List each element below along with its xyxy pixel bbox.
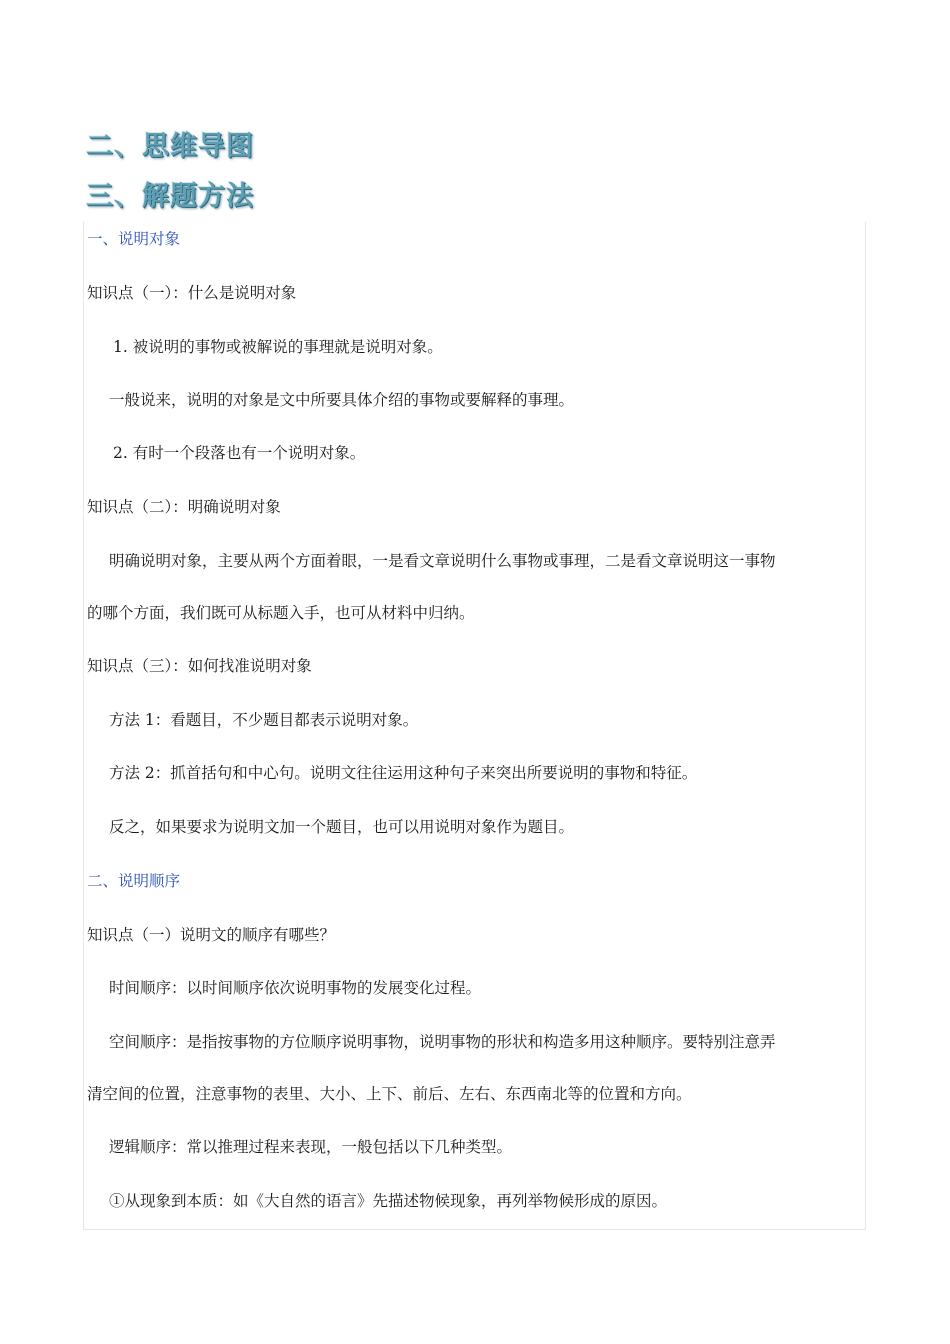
knowledge-point: 知识点（三）：如何找准说明对象 xyxy=(87,657,312,675)
paragraph: 反之，如果要求为说明文加一个题目，也可以用说明对象作为题目。 xyxy=(109,818,575,836)
paragraph: 时间顺序：以时间顺序依次说明事物的发展变化过程。 xyxy=(109,979,482,997)
paragraph: ①从现象到本质：如《大自然的语言》先描述物候现象，再列举物候形成的原因。 xyxy=(109,1192,668,1210)
heading-mind-map: 二、思维导图 xyxy=(86,131,254,162)
paragraph: 空间顺序：是指按事物的方位顺序说明事物，说明事物的形状和构造多用这种顺序。要特别注意弄 xyxy=(109,1033,776,1051)
knowledge-point: 知识点（一）：什么是说明对象 xyxy=(87,284,297,302)
paragraph: 的哪个方面，我们既可从标题入手，也可从材料中归纳。 xyxy=(87,604,475,622)
paragraph: 明确说明对象，主要从两个方面着眼，一是看文章说明什么事物或事理，二是看文章说明这一事物 xyxy=(109,552,776,570)
section-title: 二、说明顺序 xyxy=(87,872,181,890)
section-title: 一、说明对象 xyxy=(87,230,181,248)
knowledge-point: 知识点（一）说明文的顺序有哪些？ xyxy=(87,926,336,944)
heading-methods: 三、解题方法 xyxy=(86,181,254,212)
paragraph: 方法 2：抓首括句和中心句。说明文往往运用这种句子来突出所要说明的事物和特征。 xyxy=(109,764,698,782)
paragraph: 逻辑顺序：常以推理过程来表现，一般包括以下几种类型。 xyxy=(109,1138,513,1156)
knowledge-point: 知识点（二）：明确说明对象 xyxy=(87,498,281,516)
paragraph: 清空间的位置，注意事物的表里、大小、上下、前后、左右、东西南北等的位置和方向。 xyxy=(87,1085,692,1103)
paragraph: 方法 1：看题目，不少题目都表示说明对象。 xyxy=(109,711,419,729)
paragraph: 一般说来，说明的对象是文中所要具体介绍的事物或要解释的事理。 xyxy=(109,391,575,409)
paragraph: 1. 被说明的事物或被解说的事理就是说明对象。 xyxy=(113,338,443,356)
paragraph: 2. 有时一个段落也有一个说明对象。 xyxy=(113,444,366,462)
